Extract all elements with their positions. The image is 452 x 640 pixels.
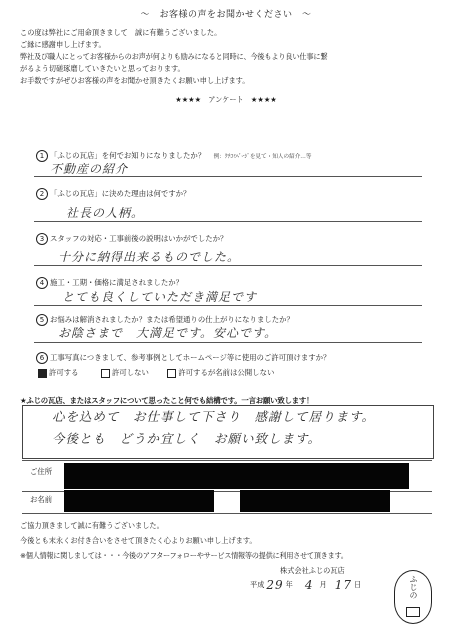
message-answer-1: 心を込めて お仕事して下さり 感謝して居ります。	[52, 409, 376, 424]
divider	[22, 513, 432, 514]
answer-2: 社長の人柄。	[66, 206, 145, 220]
page-title: ～ お客様の声をお聞かせください ～	[140, 10, 312, 20]
answer-line	[34, 221, 422, 222]
checkbox-icon	[101, 369, 110, 378]
date-month-unit: 月	[319, 580, 327, 589]
answer-3: 十分に納得出来るものでした。	[58, 250, 241, 264]
intro-line-1: この度は弊社にご用命頂きまして 誠に有難うございました。	[20, 28, 222, 37]
date-era: 平成	[250, 580, 265, 589]
question-3	[36, 233, 227, 245]
answer-line	[34, 305, 422, 306]
answer-5: お陰さまで 大満足です。安心です。	[58, 326, 278, 340]
question-number: 5	[36, 314, 48, 326]
answer-line	[34, 265, 422, 266]
name-label: お名前	[30, 495, 53, 504]
redacted-name-2	[240, 490, 390, 512]
date	[250, 580, 361, 590]
survey-title: ★★★★ アンケート ★★★★	[175, 95, 277, 104]
answer-4: とても良くしていただき満足です	[62, 290, 258, 304]
question-text: 「ふじの瓦店」を何でお知りになりましたか？	[50, 151, 206, 160]
intro-line-5: お手数ですがぜひお客様の声をお聞かせ頂きたくお願い申し上げます。	[20, 76, 250, 85]
answer-1: 不動産の紹介	[50, 162, 129, 176]
message-prompt: ★ふじの瓦店、またはスタッフについて思ったこと何でも結構です。一言お願い致します！	[20, 396, 314, 405]
question-2	[36, 188, 190, 200]
intro-line-4: がるよう切磋琢磨していきたいと思っております。	[20, 64, 185, 73]
message-answer-2: 今後とも どうか宜しく お願い致します。	[52, 431, 322, 446]
date-day-unit: 日	[354, 580, 362, 589]
company-seal	[394, 570, 432, 624]
seal-text: ふじの	[409, 575, 418, 599]
date-year-unit: 年	[285, 580, 293, 589]
intro-line-2: ご縁に感謝申し上げます。	[20, 40, 106, 49]
question-text: 施工・工期・価格に満足されましたか？	[50, 278, 184, 287]
question-text: お悩みは解消されましたか？または希望通りの仕上がりになりましたか？	[50, 315, 294, 324]
permission-anonymous[interactable]: 許可するが名前は公開しない	[167, 367, 274, 378]
seal-mark-icon	[406, 607, 420, 617]
footer-line-2: 今後とも末永くお付き合いをさせて頂きたく心よりお願い申し上げます。	[20, 536, 257, 545]
footer-line-1: ご協力頂きまして誠に有難うございました。	[20, 521, 164, 530]
question-number: 2	[36, 188, 48, 200]
checkbox-checked-icon	[38, 369, 47, 378]
question-number: 3	[36, 233, 48, 245]
question-number: 6	[36, 352, 48, 364]
company-name: 株式会社ふじの瓦店	[280, 566, 345, 575]
checkbox-icon	[167, 369, 176, 378]
intro-line-3: 弊社及び職人にとってお客様からのお声が何よりも励みになると同時に、今後もより良い仕事に繋	[20, 52, 328, 61]
date-year: 29	[266, 578, 284, 592]
address-label: ご住所	[30, 467, 53, 476]
question-example: 例：ｸﾁｺﾐﾍﾟｰｼﾞを見て・知人の紹介…等	[213, 154, 312, 160]
permission-options	[38, 367, 274, 378]
question-number: 1	[36, 150, 48, 162]
question-text: 「ふじの瓦店」に決めた理由は何ですか？	[50, 189, 191, 198]
question-text: スタッフの対応・工事前後の説明はいかがでしたか？	[50, 234, 228, 243]
redacted-address	[64, 463, 409, 489]
question-6	[36, 352, 330, 364]
divider	[22, 460, 432, 461]
answer-line	[34, 342, 422, 343]
date-day: 17	[334, 578, 352, 592]
footer-line-3: ※個人情報に関しましては・・・今後のアフターフォローやサービス情報等の提供に利用させて頂きます。	[20, 551, 348, 560]
date-month: 4	[304, 578, 314, 592]
permission-deny[interactable]: 許可しない	[101, 367, 149, 378]
redacted-name	[64, 490, 214, 512]
question-text: 工事写真につきまして、参考事例としてホームページ等に使用のご許可頂けますか？	[50, 353, 331, 362]
answer-line	[34, 176, 422, 177]
question-number: 4	[36, 277, 48, 289]
permission-allow[interactable]: 許可する	[38, 367, 79, 378]
